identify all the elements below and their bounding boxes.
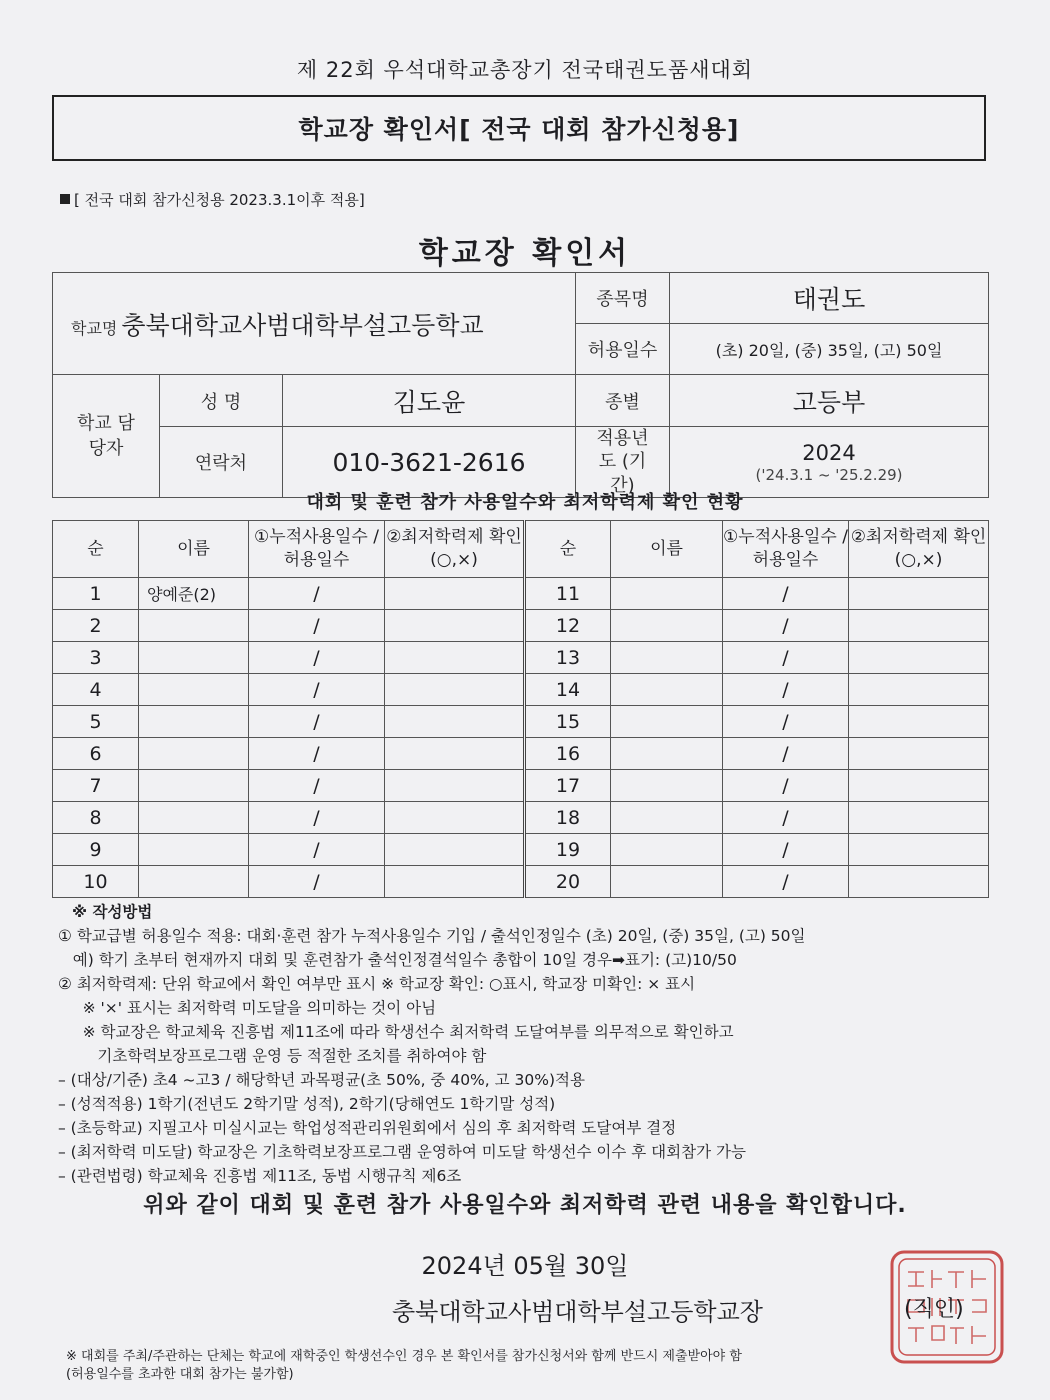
row-name <box>139 866 249 898</box>
row-days: / <box>723 706 849 738</box>
row-days: / <box>723 866 849 898</box>
row-check <box>385 610 525 642</box>
row-days: / <box>723 642 849 674</box>
instructions-title: ※ 작성방법 <box>72 903 153 921</box>
row-no: 17 <box>525 770 611 802</box>
table-row <box>53 610 989 642</box>
row-name <box>139 770 249 802</box>
row-no: 15 <box>525 706 611 738</box>
allowed-days-value: (초) 20일, (중) 35일, (고) 50일 <box>670 324 989 375</box>
row-name <box>139 674 249 706</box>
instructions <box>58 900 998 1188</box>
allowed-days-label: 허용일수 <box>576 324 670 375</box>
row-days: / <box>249 738 385 770</box>
category-value: 고등부 <box>670 375 989 427</box>
row-name <box>139 706 249 738</box>
row-days: / <box>249 706 385 738</box>
school-label: 학교명 <box>71 318 118 338</box>
row-name <box>139 738 249 770</box>
contact-label: 연락처 <box>160 427 283 498</box>
table-row <box>53 706 989 738</box>
row-days: / <box>723 770 849 802</box>
row-no: 3 <box>53 642 139 674</box>
main-title: 학교장 확인서 <box>418 236 632 271</box>
col-check-right: ②최저학력제 확인(○,×) <box>849 521 989 578</box>
row-no: 7 <box>53 770 139 802</box>
row-days: / <box>249 642 385 674</box>
row-no: 1 <box>53 578 139 610</box>
row-name <box>611 578 723 610</box>
row-check <box>385 738 525 770</box>
applicability-note-text: [ 전국 대회 참가신청용 2023.3.1이후 적용] <box>74 191 365 209</box>
table-row <box>53 578 989 610</box>
event-value: 태권도 <box>670 273 989 324</box>
row-name <box>611 706 723 738</box>
competition-title: 제 22회 우석대학교총장기 전국태권도품새대회 <box>296 58 754 82</box>
period-value: ('24.3.1 ~ '25.2.29) <box>755 465 903 484</box>
row-days: / <box>723 610 849 642</box>
row-check <box>849 738 989 770</box>
row-no: 14 <box>525 674 611 706</box>
instruction-line: ※ '×' 표시는 최저학력 미도달을 의미하는 것이 아님 <box>58 999 437 1017</box>
row-name <box>611 802 723 834</box>
row-name <box>611 610 723 642</box>
row-check <box>385 866 525 898</box>
col-days-left: ①누적사용일수 /허용일수 <box>249 521 385 578</box>
issue-date: 2024년 05월 30일 <box>421 1252 629 1280</box>
category-label: 종별 <box>576 375 670 427</box>
row-days: / <box>249 866 385 898</box>
row-name <box>611 738 723 770</box>
row-no: 19 <box>525 834 611 866</box>
table-row <box>53 866 989 898</box>
row-check <box>385 834 525 866</box>
year-cell <box>670 427 989 498</box>
row-days: / <box>723 802 849 834</box>
row-days: / <box>249 834 385 866</box>
row-check <box>849 770 989 802</box>
row-name <box>139 802 249 834</box>
participant-table <box>52 520 989 898</box>
contact-value: 010-3621-2616 <box>283 427 576 498</box>
row-name <box>611 642 723 674</box>
applicability-note <box>60 189 365 210</box>
row-no: 16 <box>525 738 611 770</box>
row-name <box>139 834 249 866</box>
manager-name: 김도윤 <box>283 375 576 427</box>
row-name: 양예준(2) <box>139 578 249 610</box>
col-no-right: 순 <box>525 521 611 578</box>
row-check <box>849 674 989 706</box>
row-days: / <box>723 738 849 770</box>
row-name <box>611 770 723 802</box>
school-info-table <box>52 272 989 498</box>
instructions-lines <box>58 924 998 1188</box>
instruction-line: – (성적적용) 1학기(전년도 2학기말 성적), 2학기(당해연도 1학기말 성적) <box>58 1095 556 1113</box>
principal-name: 충북대학교사범대학부설고등학교장 <box>392 1298 763 1326</box>
row-days: / <box>723 834 849 866</box>
row-no: 5 <box>53 706 139 738</box>
table-row <box>53 738 989 770</box>
row-days: / <box>249 802 385 834</box>
row-days: / <box>249 578 385 610</box>
footer-note <box>66 1348 742 1384</box>
table-row <box>53 834 989 866</box>
form-title-box <box>52 95 986 161</box>
row-name <box>139 642 249 674</box>
row-days: / <box>249 674 385 706</box>
school-name: 충북대학교사범대학부설고등학교 <box>121 310 484 340</box>
table-row <box>53 642 989 674</box>
row-days: / <box>723 674 849 706</box>
row-name <box>611 866 723 898</box>
name-label: 성 명 <box>160 375 283 427</box>
row-no: 4 <box>53 674 139 706</box>
row-check <box>385 802 525 834</box>
instruction-line: ① 학교급별 허용일수 적용: 대회·훈련 참가 누적사용일수 기입 / 출석인정일수 (초) 20일, (중) 35일, (고) 50일 <box>58 927 806 945</box>
row-no: 11 <box>525 578 611 610</box>
table-row <box>53 802 989 834</box>
row-days: / <box>249 610 385 642</box>
row-no: 20 <box>525 866 611 898</box>
row-check <box>849 642 989 674</box>
row-check <box>849 802 989 834</box>
year-label: 적용년도 (기간) <box>576 427 670 498</box>
instruction-line: – (대상/기준) 초4 ~고3 / 해당학년 과목평균(초 50%, 중 40%, 고 30%)적용 <box>58 1071 585 1089</box>
footer-line-2: (허용일수를 초과한 대회 참가는 불가함) <box>66 1367 294 1382</box>
seal-label: (직인) <box>904 1297 964 1322</box>
row-no: 9 <box>53 834 139 866</box>
manager-label: 학교 담당자 <box>53 375 160 498</box>
event-label: 종목명 <box>576 273 670 324</box>
row-check <box>849 610 989 642</box>
row-days: / <box>723 578 849 610</box>
row-check <box>385 770 525 802</box>
table-row <box>53 674 989 706</box>
confirmation-statement: 위와 같이 대회 및 훈련 참가 사용일수와 최저학력 관련 내용을 확인합니다. <box>143 1193 907 1218</box>
row-no: 8 <box>53 802 139 834</box>
school-cell <box>53 273 576 375</box>
row-name <box>611 834 723 866</box>
col-days-right: ①누적사용일수 /허용일수 <box>723 521 849 578</box>
row-no: 13 <box>525 642 611 674</box>
instruction-line: 기초학력보장프로그램 운영 등 적절한 조치를 취하여야 함 <box>58 1047 487 1065</box>
row-check <box>385 642 525 674</box>
col-name-right: 이름 <box>611 521 723 578</box>
instruction-line: – (최저학력 미도달) 학교장은 기초학력보장프로그램 운영하여 미도달 학생선수 이수 후 대회참가 가능 <box>58 1143 746 1161</box>
col-no-left: 순 <box>53 521 139 578</box>
col-name-left: 이름 <box>139 521 249 578</box>
instruction-line: ② 최저학력제: 단위 학교에서 확인 여부만 표시 ※ 학교장 확인: ○표시, 학교장 미확인: × 표시 <box>58 975 696 993</box>
col-check-left: ②최저학력제 확인(○,×) <box>385 521 525 578</box>
row-check <box>849 866 989 898</box>
year-value: 2024 <box>802 440 856 465</box>
row-check <box>385 706 525 738</box>
instruction-line: – (관련법령) 학교체육 진흥법 제11조, 동법 시행규칙 제6조 <box>58 1167 462 1185</box>
row-no: 6 <box>53 738 139 770</box>
instruction-line: 예) 학기 초부터 현재까지 대회 및 훈련참가 출석인정결석일수 총합이 10일 경우➡표기: (고)10/50 <box>58 951 737 969</box>
row-check <box>849 578 989 610</box>
footer-line-1: ※ 대회를 주최/주관하는 단체는 학교에 재학중인 학생선수인 경우 본 확인서를 참가신청서와 함께 반드시 제출받아야 함 <box>66 1349 742 1364</box>
row-no: 18 <box>525 802 611 834</box>
row-name <box>139 610 249 642</box>
form-title: 학교장 확인서[ 전국 대회 참가신청용] <box>298 115 740 144</box>
table-row <box>53 770 989 802</box>
status-section-title: 대회 및 훈련 참가 사용일수와 최저학력제 확인 현황 <box>306 492 744 513</box>
row-check <box>385 578 525 610</box>
square-bullet-icon <box>60 194 70 204</box>
row-check <box>849 834 989 866</box>
row-no: 12 <box>525 610 611 642</box>
row-no: 10 <box>53 866 139 898</box>
row-name <box>611 674 723 706</box>
row-days: / <box>249 770 385 802</box>
row-no: 2 <box>53 610 139 642</box>
row-check <box>385 674 525 706</box>
instruction-line: ※ 학교장은 학교체육 진흥법 제11조에 따라 학생선수 최저학력 도달여부를 의무적으로 확인하고 <box>58 1023 734 1041</box>
row-check <box>849 706 989 738</box>
instruction-line: – (초등학교) 지필고사 미실시교는 학업성적관리위원회에서 심의 후 최저학력 도달여부 결정 <box>58 1119 677 1137</box>
